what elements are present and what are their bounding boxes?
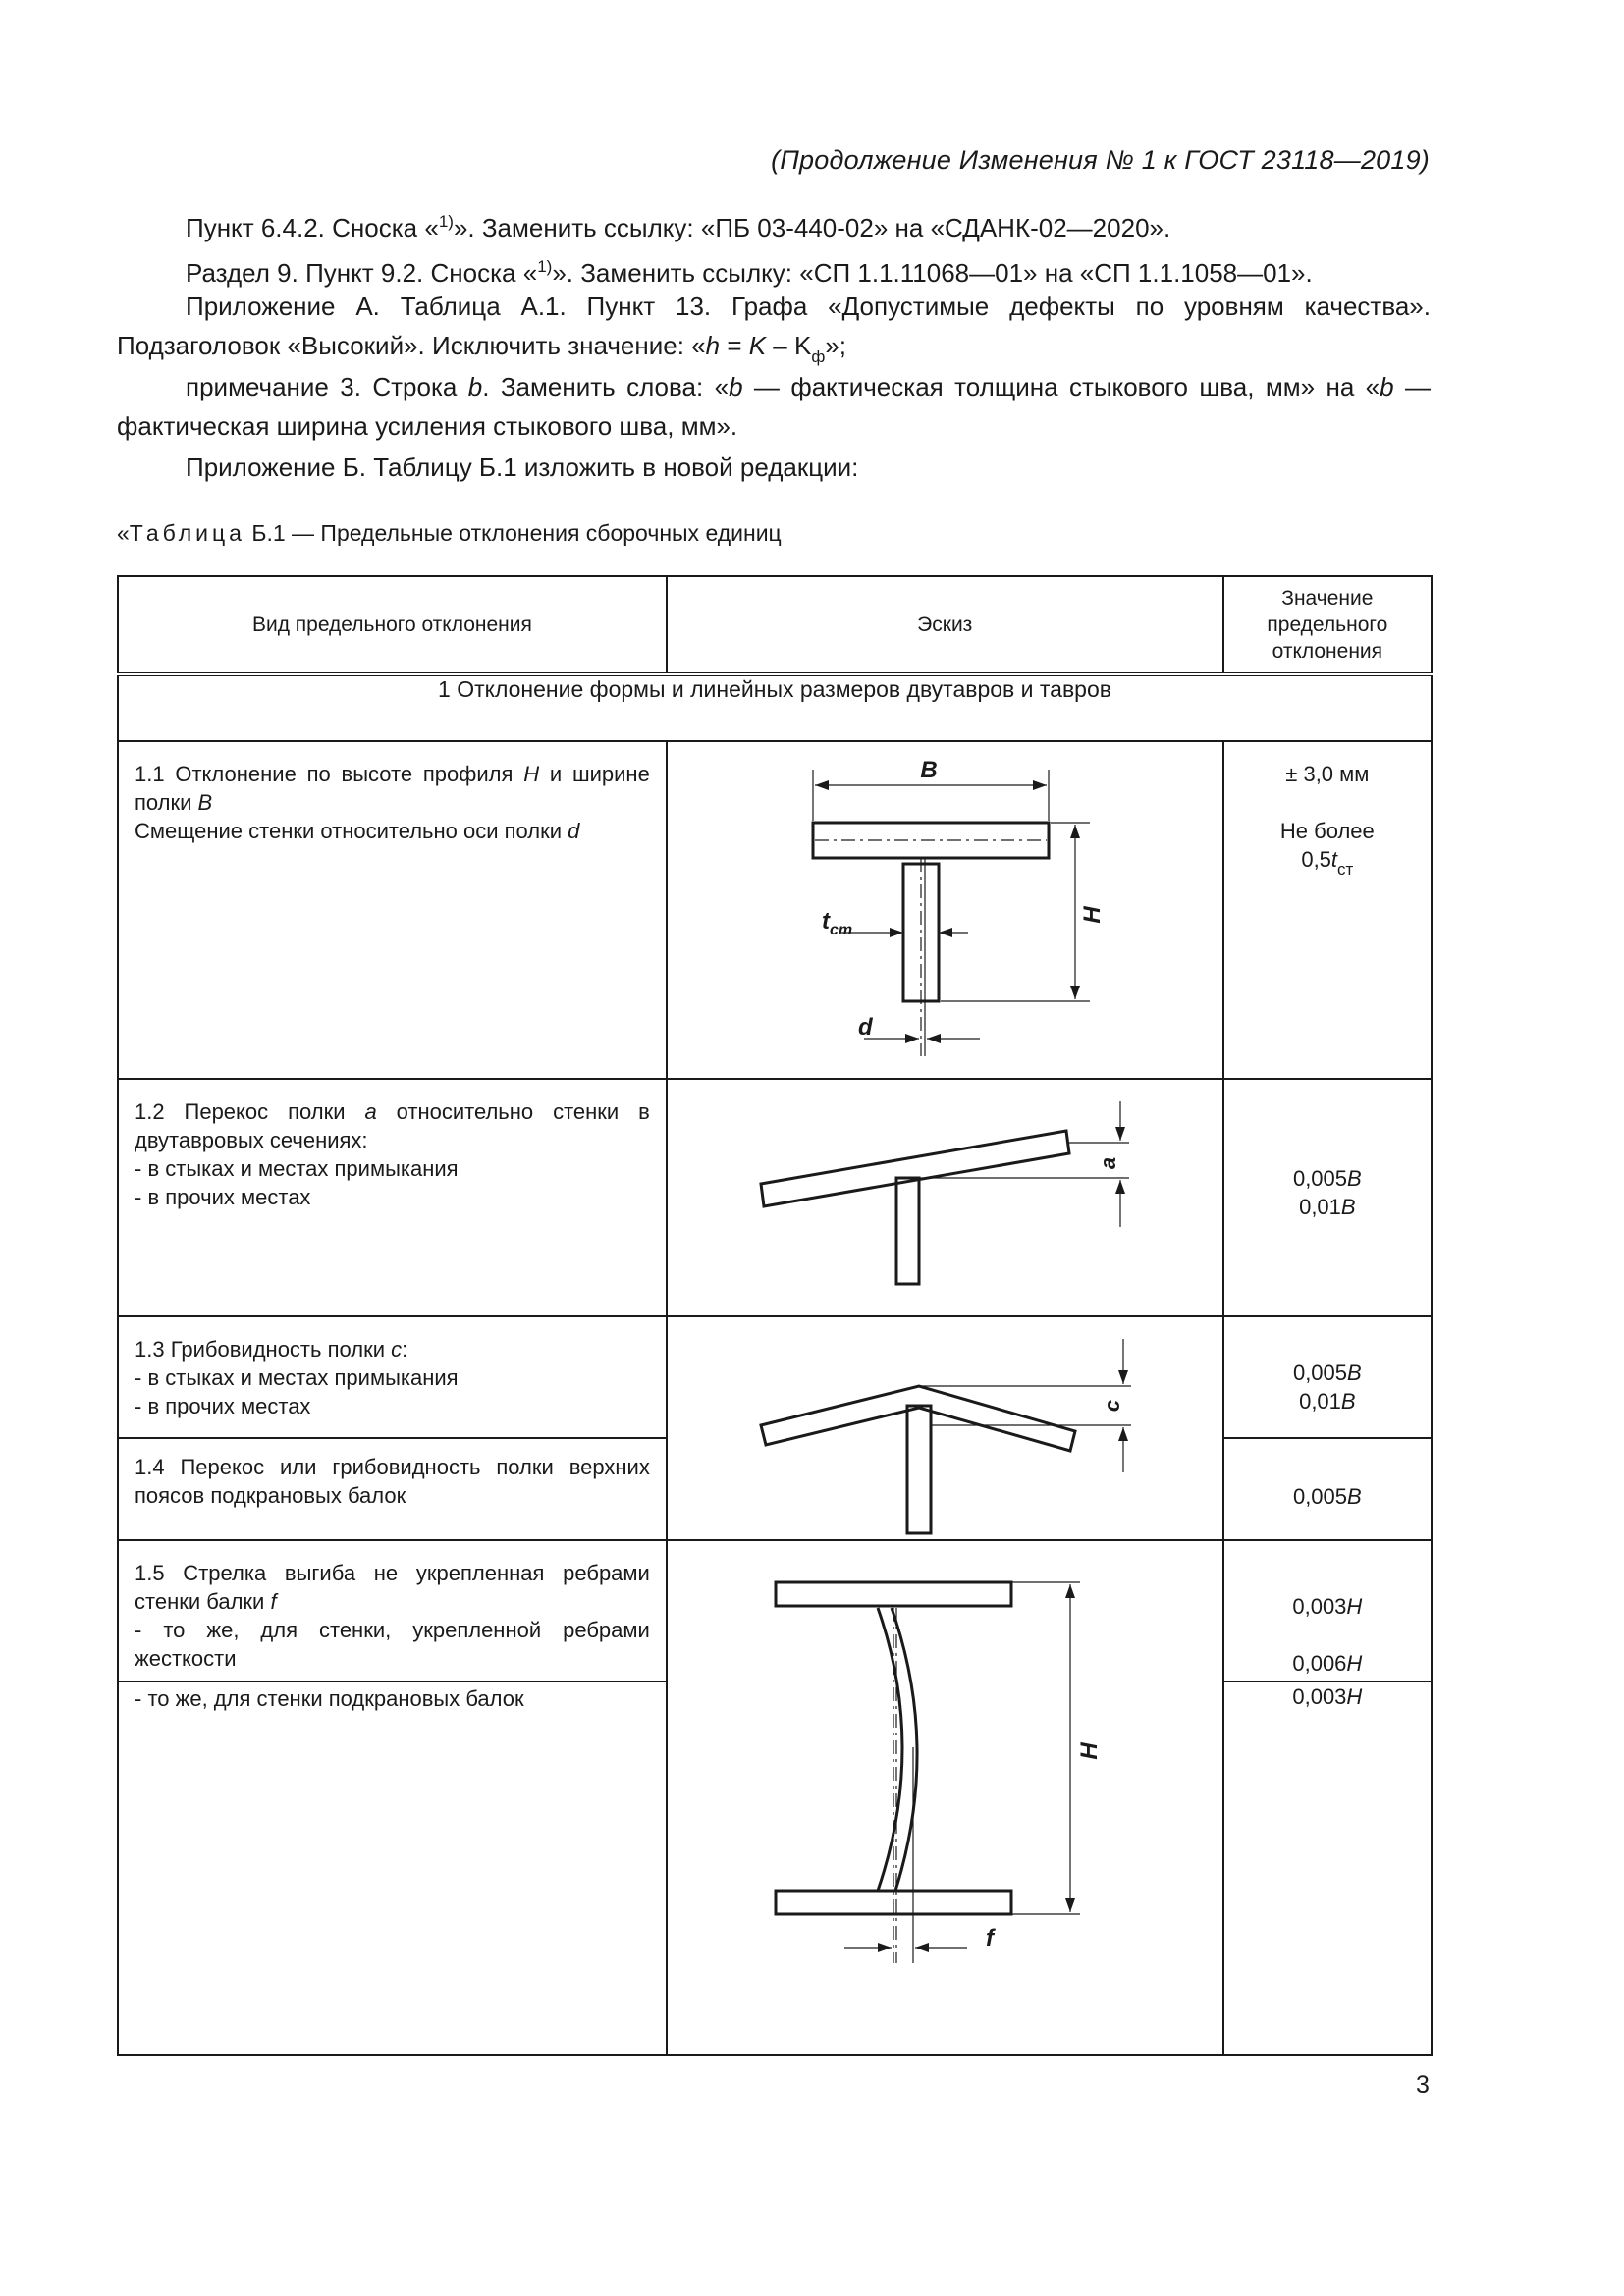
dim-arrow [1118,1427,1128,1441]
page-number: 3 [1416,2071,1430,2099]
dim-label-h: H [1078,906,1106,924]
web-shape [907,1406,931,1533]
dim-label-d: d [857,1014,873,1041]
dim-label-f: f [985,1925,994,1951]
row-1-1-value: ± 3,0 мм Не более $0,5t_{ст}$ [1223,741,1432,1079]
t-section-sketch [668,742,1221,1076]
top-flange-shape [776,1582,1011,1606]
row-1-3-description: 1.3 Грибовидность полки с: - в стыках и местах примыкания - в прочих местах [118,1316,667,1438]
paragraph-4: примечание 3. Строка b. Заменить слова: «b — фактическая толщина стыкового шва, мм» на «b — фактическая ширина усиления стыкового шва, мм». [117,372,1432,441]
row-1-4-description: 1.4 Перекос или грибовидность полки верхних поясов подкрановых балок [118,1438,667,1540]
dim-arrow [1065,1584,1075,1598]
mushroom-flange-sketch [668,1317,1221,1541]
paragraph-2: Раздел 9. Пункт 9.2. Сноска «$^{1)}$». Заменить ссылку: «СП 1.1.11068—01» на «СП 1.1.1058—01». [186,257,1313,288]
flange-shape [761,1386,1075,1451]
dim-label-c: c [1099,1399,1124,1413]
paragraph-1: Пункт 6.4.2. Сноска «$^{1)}$». Заменить ссылку: «ПБ 03-440-02» на «СДАНК-02—2020». [186,212,1171,242]
dim-arrow [927,1034,941,1043]
row-1-1-sketch [667,741,1223,1079]
dim-arrow [939,928,952,937]
dim-arrow [1065,1898,1075,1912]
flange-shape [761,1131,1069,1206]
dim-label-b: B [920,757,938,783]
dim-arrow [905,1034,919,1043]
header-deviation-type: Вид предельного отклонения [118,576,667,674]
dim-arrow [1118,1370,1128,1384]
table-row [118,1316,1432,1438]
dim-label-t: $t_{ст}$ [821,908,852,938]
table-header-row [118,576,1432,674]
web-shape [896,1178,919,1284]
document-header: (Продолжение Изменения № 1 к ГОСТ 23118—2019) [771,145,1430,175]
header-value: Значение предельного отклонения [1223,576,1432,674]
dim-label-a: a [1095,1156,1120,1170]
i-beam-sketch [668,1541,1221,2052]
dim-label-h: H [1075,1742,1103,1760]
row-1-2-value: 0,005B 0,01B [1223,1079,1432,1316]
row-1-5-description: 1.5 Стрелка выгиба не укрепленная ребрами стенки балки f - то же, для стенки, укрепленной ребрами жесткости - то же, для стенки подкрановых балок [118,1540,667,2055]
row-1-3-sketch [667,1316,1223,1540]
row-1-5-value: 0,003H 0,006H 0,003H [1223,1540,1432,2055]
row-1-5-sketch [667,1540,1223,2055]
table-row [118,1079,1432,1316]
dim-arrow [1033,780,1047,790]
dim-arrow [1115,1127,1125,1141]
dim-arrow [1070,986,1080,999]
row-1-1-description: 1.1 Отклонение по высоте профиля H и ширине полки B Смещение стенки относительно оси полки d [118,741,667,1079]
section-title: 1 Отклонение формы и линейных размеров двутавров и тавров [118,674,1432,741]
dim-arrow [815,780,829,790]
dim-arrow [890,928,903,937]
row-1-2-description: 1.2 Перекос полки а относительно стенки в двутавровых сечениях: - в стыках и местах примыкания - в прочих местах [118,1079,667,1316]
paragraph-3: Приложение А. Таблица А.1. Пункт 13. Графа «Допустимые дефекты по уровням качества». Подзаголовок «Высокий». Исключить значение: «$h = K - K_ф$»; [117,292,1431,366]
dim-arrow [1115,1180,1125,1194]
header-sketch: Эскиз [667,576,1223,674]
dim-arrow [878,1943,892,1952]
section-row [118,674,1432,741]
row-1-3-value: 0,005B 0,01B [1223,1316,1432,1438]
dim-arrow [915,1943,929,1952]
web-curve-inner [878,1608,902,1891]
dim-arrow [1070,825,1080,838]
table-row [118,1540,1432,2055]
skewed-flange-sketch [668,1080,1221,1313]
deviation-table [117,575,1433,2056]
paragraph-5: Приложение Б. Таблицу Б.1 изложить в новой редакции: [186,453,859,482]
table-row [118,741,1432,1079]
row-1-4-value: 0,005B [1223,1438,1432,1540]
row-1-2-sketch [667,1079,1223,1316]
table-caption: «Таблица Б.1 — Предельные отклонения сборочных единиц [117,520,782,546]
